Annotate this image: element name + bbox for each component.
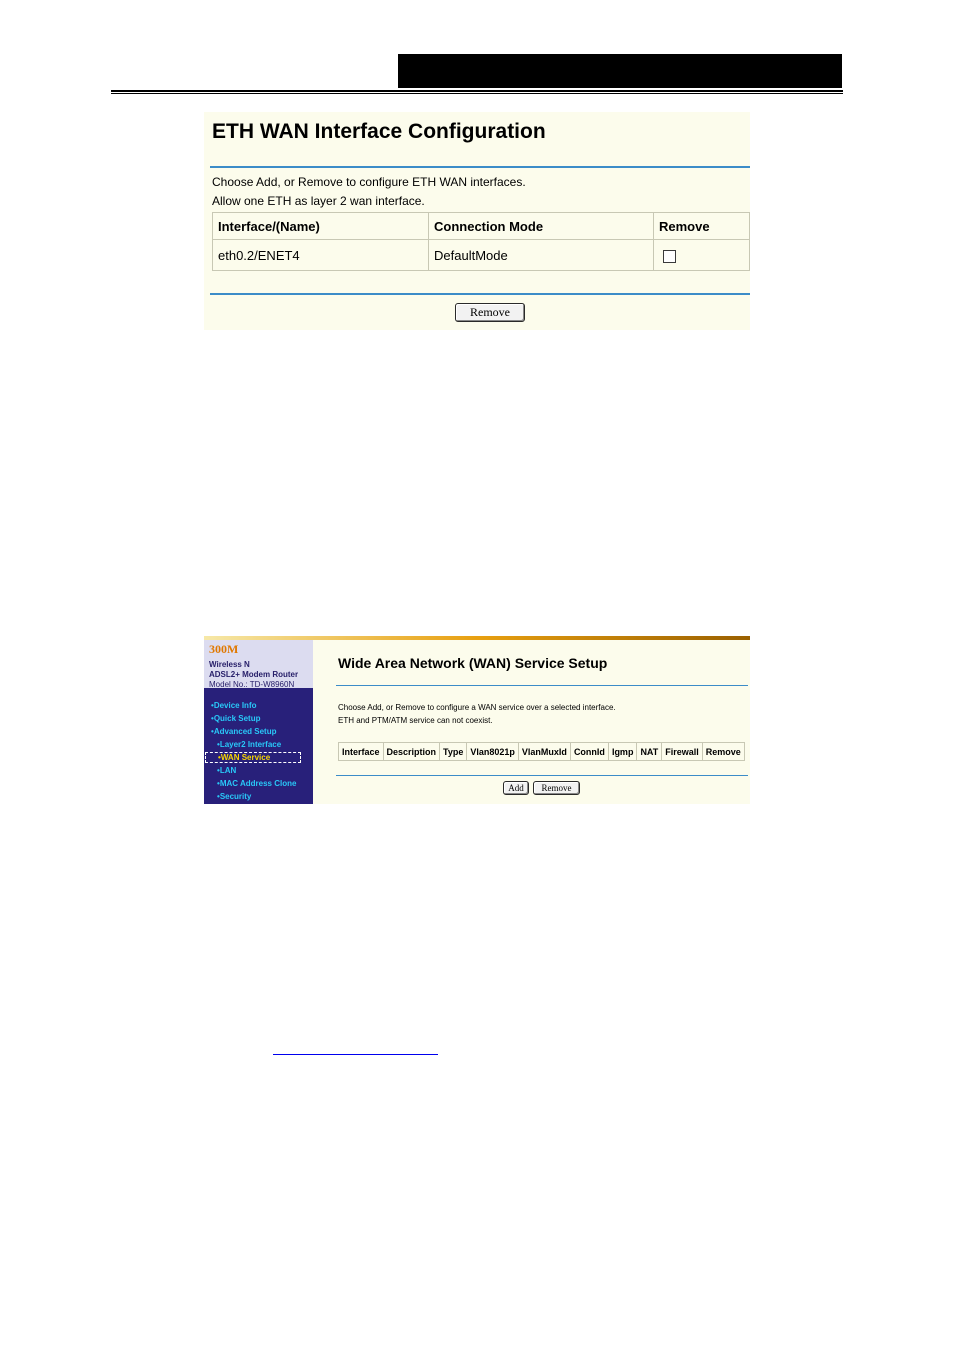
table-row — [213, 240, 750, 271]
eth-wan-table — [212, 212, 750, 271]
nav-wan-service[interactable]: •WAN Service — [205, 752, 301, 763]
nav-label: LAN — [219, 766, 237, 775]
remove-button[interactable]: Remove — [533, 781, 580, 795]
nav-label: MAC Address Clone — [219, 779, 297, 788]
nav-mac-address-clone[interactable]: •MAC Address Clone — [217, 779, 297, 788]
nav-label: Security — [219, 792, 252, 801]
col-interface: Interface — [339, 743, 384, 761]
nav-label: Advanced Setup — [213, 727, 277, 736]
title-divider — [210, 166, 750, 168]
nav-label: Layer2 Interface — [219, 740, 282, 749]
header-rule-thin — [111, 93, 843, 94]
eth-wan-desc-1: Choose Add, or Remove to configure ETH WAN interfaces. — [212, 175, 526, 189]
footer-divider — [336, 775, 748, 776]
nav-lan[interactable]: •LAN — [217, 766, 237, 775]
col-interface: Interface/(Name) — [213, 213, 429, 240]
col-igmp: Igmp — [608, 743, 637, 761]
header-bar — [398, 54, 842, 88]
cell-remove — [654, 240, 750, 271]
wan-desc-1: Choose Add, or Remove to configure a WAN service over a selected interface. — [338, 703, 616, 712]
col-remove: Remove — [654, 213, 750, 240]
nav-label: Quick Setup — [213, 714, 261, 723]
header-rule — [111, 90, 843, 92]
wan-service-panel — [204, 636, 750, 804]
eth-wan-desc-2: Allow one ETH as layer 2 wan interface. — [212, 194, 425, 208]
wan-desc-2: ETH and PTM/ATM service can not coexist. — [338, 716, 493, 725]
nav-advanced-setup[interactable]: •Advanced Setup — [211, 727, 277, 736]
nav-quick-setup[interactable]: •Quick Setup — [211, 714, 261, 723]
table-header-row — [213, 213, 750, 240]
add-button[interactable]: Add — [503, 781, 529, 795]
remove-button[interactable]: Remove — [455, 303, 525, 322]
brand-model-no: Model No.: TD-W8960N — [209, 680, 295, 689]
col-remove: Remove — [702, 743, 744, 761]
nav-device-info[interactable]: •Device Info — [211, 701, 257, 710]
brand-line-1: Wireless N — [209, 660, 250, 669]
col-type: Type — [440, 743, 467, 761]
eth-wan-title: ETH WAN Interface Configuration — [212, 120, 546, 143]
col-vlanmuxid: VlanMuxId — [518, 743, 570, 761]
col-connection-mode: Connection Mode — [429, 213, 654, 240]
nav-security[interactable]: •Security — [217, 792, 252, 801]
cell-interface: eth0.2/ENET4 — [213, 240, 429, 271]
table-header-row — [339, 743, 745, 761]
col-firewall: Firewall — [662, 743, 703, 761]
brand-line-2: ADSL2+ Modem Router — [209, 670, 299, 679]
brand-speed: 300M — [209, 642, 239, 656]
nav-layer2-interface[interactable]: •Layer2 Interface — [217, 740, 282, 749]
wan-service-title: Wide Area Network (WAN) Service Setup — [338, 655, 608, 671]
col-description: Description — [383, 743, 440, 761]
remove-checkbox[interactable] — [663, 250, 676, 263]
col-nat: NAT — [637, 743, 662, 761]
col-vlan8021p: Vlan8021p — [467, 743, 519, 761]
nav-label: WAN Service — [220, 753, 271, 762]
eth-wan-config-panel — [204, 112, 750, 330]
nav-label: Device Info — [213, 701, 257, 710]
col-connid: ConnId — [570, 743, 608, 761]
wan-service-table — [338, 742, 745, 761]
cell-mode: DefaultMode — [429, 240, 654, 271]
brand-box — [204, 640, 313, 688]
title-divider — [336, 685, 748, 686]
footer-divider — [210, 293, 750, 295]
hyperlink-underline[interactable] — [273, 1054, 438, 1055]
